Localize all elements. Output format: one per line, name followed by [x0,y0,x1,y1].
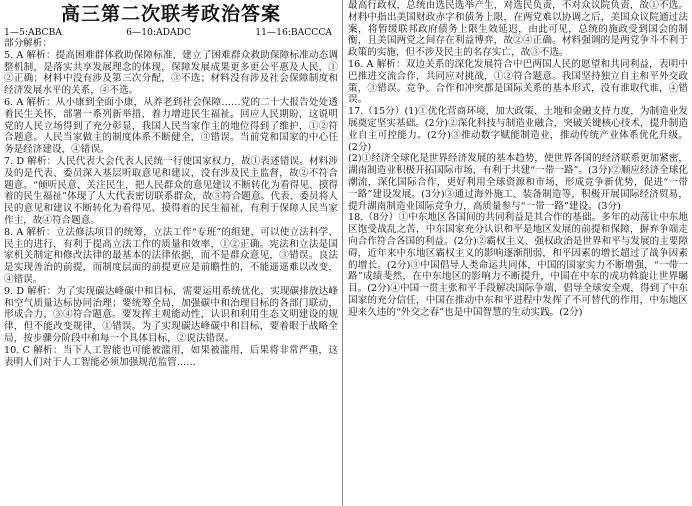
column-divider [342,0,343,506]
answer-q18: 18.（8分）①中东地区各国间的共同利益是其合作的基础。多年的动荡让中东地区饱受战乱之苦，中东国家充分认识和平是地区发展的前提和保障，摒弃争端走向合作符合各国的利益。(2分)②霸权主义、强权政治是世界和平与发展的主要障碍，近年来中东地区霸权主义的影响逐渐削弱，和平因素的增长超过了战争因素的增长。(2分)③中国倡导人类命运共同体，中国的国家实力不断增强，“一带一路”成绩斐然，在中东地区的影响力不断提升，中国在中东的成功斡旋让世界瞩目。(2分)④中国一贯主张和平手段解决国际争端，倡导全球安全观，得到了中东国家的充分信任，中国在推动中东和平进程中发挥了不可替代的作用，中东地区迎来久违的“外交之春”也是中国智慧的生动实践。(2分) [348,212,688,318]
explanation-q5: 5. A 解析：提高困难群体救助保障标准，建立了困难群众救助保障标准动态调整机制，是落实共享发展理念的体现，保障发展成果更多更公平惠及人民，①②正确；材料中没有涉及第三次分配，③不选；材料没有涉及社会保障制度和经济发展水平的关系，④不选。 [4,49,338,97]
explanation-q15-continued: 最高行政权，总统由选民选举产生，对选民负责，不对众议院负责，故①不选。材料中指出美国财政赤字和债务上限，在两党难以协调之后，美国众议院通过法案，将暂缓联邦政府债务上限生效延迟，由此可见，总统的施政受到国会的制衡，且美国两党之间存在利益博弈，故②④正确。材料强调的是两党争斗不利于政策的实施，但不涉及民主的名存实亡，故③不选。 [348,0,688,59]
answer-group-3: 11—16:BACCCA [255,27,332,38]
explanation-q9: 9. D 解析：为了实现碳达峰碳中和目标，需要运用系统优化，实现碳排放达峰和空气质量达标协同治理；要统筹全局，加强碳中和治理目标的各部门联动，形成合力，③④符合题意。要发挥主观能动性，认识和利用生态文明建设的规律，但不能改变规律，①错误。为了实现碳达峰碳中和目标，要着眼于战略全局，按步骤分阶段中和每一个具体目标，②说法错误。 [4,285,338,344]
explanation-q7: 7. D 解析：人民代表大会代表人民统一行使国家权力，故①表述错误。材料涉及的是代表、委员深入基层听取意见和建议，没有涉及民主监督，故②不符合题意。“倾听民意、关注民生，把人民群众的意见建议不断转化为看得见、摸得着的民生福祉”体现了人大代表密切联系群众，故③符合题意。代表、委员将人民的意见和建议不断转化为看得见、摸得着的民生福祉，有利于保障人民当家作主，故④符合题意。 [4,155,338,226]
answer-key-row [4,27,338,38]
answer-q17-part2: (2)①经济全球化是世界经济发展的基本趋势，使世界各国的经济联系更加紧密，湖南制造业积极开拓国际市场，有利于共建“一带一路”。(3分)②顺应经济全球化潮流，深化国际合作，更好利用全球资源和市场，形成竞争新优势，促进“一带一路”建设发展。(3分)③通过海外施工、装备制造等，积极开展国际经济贸易，提升湖南制造业国际竞争力，高质量参与“一带一路”建设。(3分) [348,153,688,212]
answer-group-1: 1—5:ABCBA [4,27,62,38]
answer-group-2: 6—10:ADADC [126,27,192,38]
explanation-q16: 16. A 解析：双边关系的深化发展符合中巴两国人民的愿望和共同利益，表明中巴推进交流合作，共同应对挑战，①②符合题意。我国坚持独立自主和平外交政策，③错误。竞争、合作和冲突都是国际关系的基本形式，没有谁取代谁，④错误。 [348,58,688,106]
explanation-q10: 10. C 解析：当下人工智能也可能被滥用，如果被滥用，后果将非常严重，这表明人们对于人工智能必须加强规范监管…… [4,344,338,368]
explanation-q8: 8. A 解析：立法修法项目的统筹，立法工作“专班”的组建，可以使立法科学、民主的进行，有利于提高立法工作的质量和效率，①②正确。宪法和立法是国家机关制定和修改法律的最基本的法律依据，而不是群众意见，③错误。良法是实现善治的前提，而制度层面的前提更应是前瞻性的，不能遥遥难以改变，④错误。 [4,226,338,285]
left-column [4,0,338,368]
section-heading: 部分解析： [4,38,52,49]
answer-q17-part1: 17.（15分）(1)①优化营商环境，加大政策、土地和金融支持力度，为制造业发展奠定坚实基础。(2分)②深化科技与制造业融合，突破关键核心技术，提升制造业自主可控能力。(2分)③推动数字赋能制造业，推动传统产业体系优化升级。(2分) [348,106,688,153]
explanation-q6: 6. A 解析：从小康到全面小康，从养老到社会保障……党的二十大报告处处透着民生关怀，部署一系列新举措，着力增进民生福祉。回应人民期盼，这说明党的人民立场得到了充分彰显，我国人民当家作主的地位得到了维护，①②符合题意。人民当家做主的制度体系不断健全，③错误。当前党和国家的中心任务是经济建设，④错误。 [4,96,338,156]
right-column [348,0,688,319]
page-title: 高三第二次联考政治答案 [60,3,281,25]
